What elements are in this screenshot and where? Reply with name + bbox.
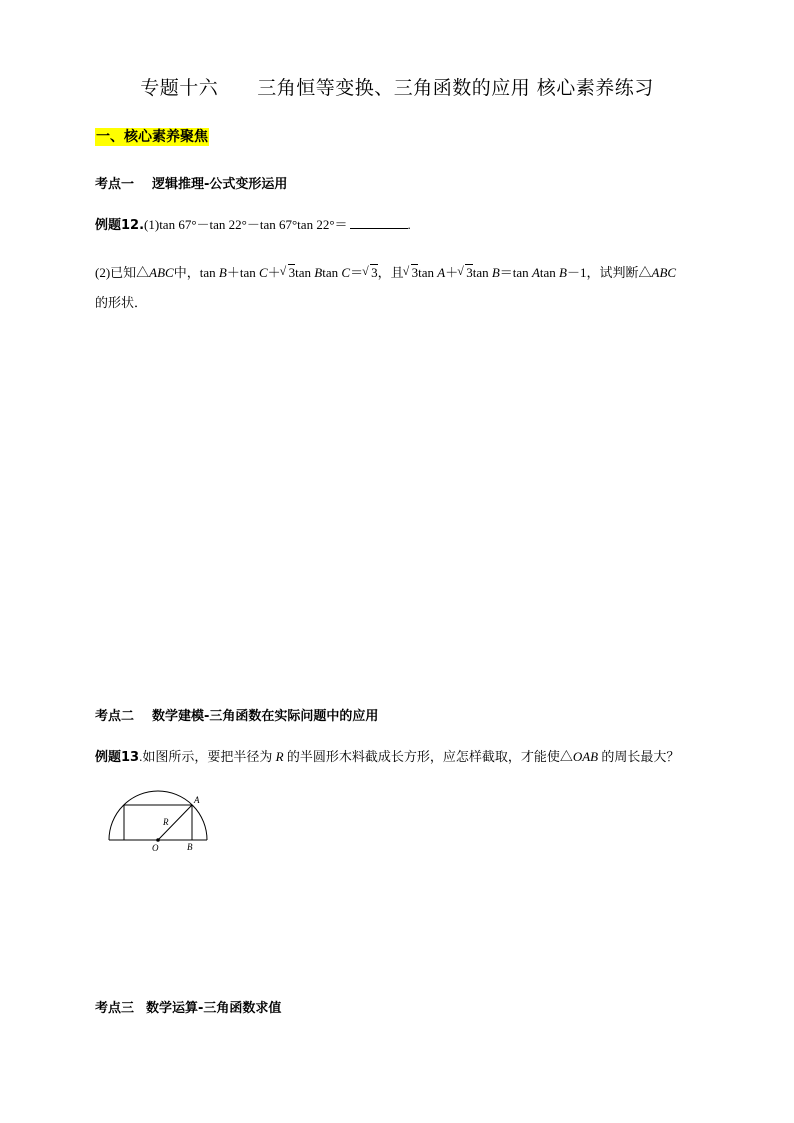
sqrt-3c <box>404 265 419 281</box>
p2-abc2: ABC <box>651 265 677 280</box>
p2-tan5: tan <box>539 265 560 280</box>
kaodian-3-text: 数学运算-三角函数求值 <box>146 1001 282 1016</box>
p2-text-n: －1，试判断△ <box>566 265 652 280</box>
label-a: A <box>194 795 200 805</box>
p2-tan2: tan <box>322 265 342 280</box>
ex13-var-r: R <box>275 749 284 764</box>
inscribed-rectangle <box>124 805 192 840</box>
p2-var-b2: B <box>314 265 323 280</box>
example-12-label: 例题12. <box>95 218 145 233</box>
ex13-oab: OAB <box>572 749 599 764</box>
sqrt-radicand-3: 3 <box>411 265 419 280</box>
sqrt-3 <box>281 265 296 281</box>
semicircle-figure <box>100 788 220 858</box>
example-12-part1: 例题12.(1)tan 67°－tan 22°－tan 67°tan 22°＝ . <box>95 217 411 233</box>
example-12-part2 <box>95 262 676 281</box>
label-o: O <box>152 843 159 853</box>
sqrt-radicand-4: 3 <box>466 265 473 280</box>
point-o <box>156 838 160 842</box>
kaodian-2-label: 考点二 <box>95 709 135 724</box>
p2-text-h: ，且 <box>377 265 404 280</box>
p2-tan4: tan <box>472 265 492 280</box>
answer-blank <box>350 217 408 229</box>
kaodian-3-label: 考点三 <box>95 1001 135 1016</box>
p2-tan: tan <box>295 265 315 280</box>
kaodian-1 <box>95 173 287 192</box>
p2-text-b: 中，tan <box>173 265 219 280</box>
example-12-part2-line2: 的形状． <box>95 295 148 310</box>
p2-var-a2: A <box>531 265 540 280</box>
sqrt-3d <box>458 265 473 281</box>
kaodian-2-text: 数学建模-三角函数在实际问题中的应用 <box>152 709 379 724</box>
ex13-text-c: 的周长最大？ <box>598 749 680 764</box>
p2-var-a: A <box>437 265 446 280</box>
ex13-text-a: .如图所示，要把半径为 <box>139 749 276 764</box>
kaodian-1-label: 考点一 <box>95 177 135 192</box>
p2-var-b: B <box>218 265 227 280</box>
p2-plus2: ＋ <box>445 265 459 280</box>
label-r: R <box>163 817 169 827</box>
example-12-part1-text: (1)tan 67°－tan 22°－tan 67°tan 22°＝ <box>144 217 348 232</box>
example-13-label: 例题13 <box>95 750 140 765</box>
p2-eq: ＝ <box>350 265 364 280</box>
p2-text-a: (2)已知△ <box>95 265 150 280</box>
page-title: 专题十六 三角恒等变换、三角函数的应用 核心素养练习 <box>140 77 654 99</box>
p2-abc: ABC <box>149 265 174 280</box>
label-b: B <box>187 842 193 852</box>
p2-var-c: C <box>258 265 268 280</box>
p2-text-c: ＋tan <box>226 265 259 280</box>
p2-var-b3: B <box>491 265 500 280</box>
p2-eq-tan: ＝tan <box>499 265 532 280</box>
sqrt-3b <box>363 265 378 281</box>
example-13-text <box>95 746 679 765</box>
section-heading: 一、核心素养聚焦 <box>96 129 208 145</box>
sqrt-radicand: 3 <box>288 265 296 280</box>
ex13-text-b: 的半圆形木料截成长方形，应怎样截取，才能使△ <box>283 749 573 764</box>
sqrt-radicand-2: 3 <box>371 265 378 280</box>
p2-var-b4: B <box>559 265 567 280</box>
p2-tan3: tan <box>418 265 438 280</box>
kaodian-1-text: 逻辑推理-公式变形运用 <box>152 177 288 192</box>
p2-var-c2: C <box>341 265 351 280</box>
p2-plus: ＋ <box>267 265 281 280</box>
kaodian-3 <box>95 997 281 1016</box>
kaodian-2 <box>95 705 378 724</box>
